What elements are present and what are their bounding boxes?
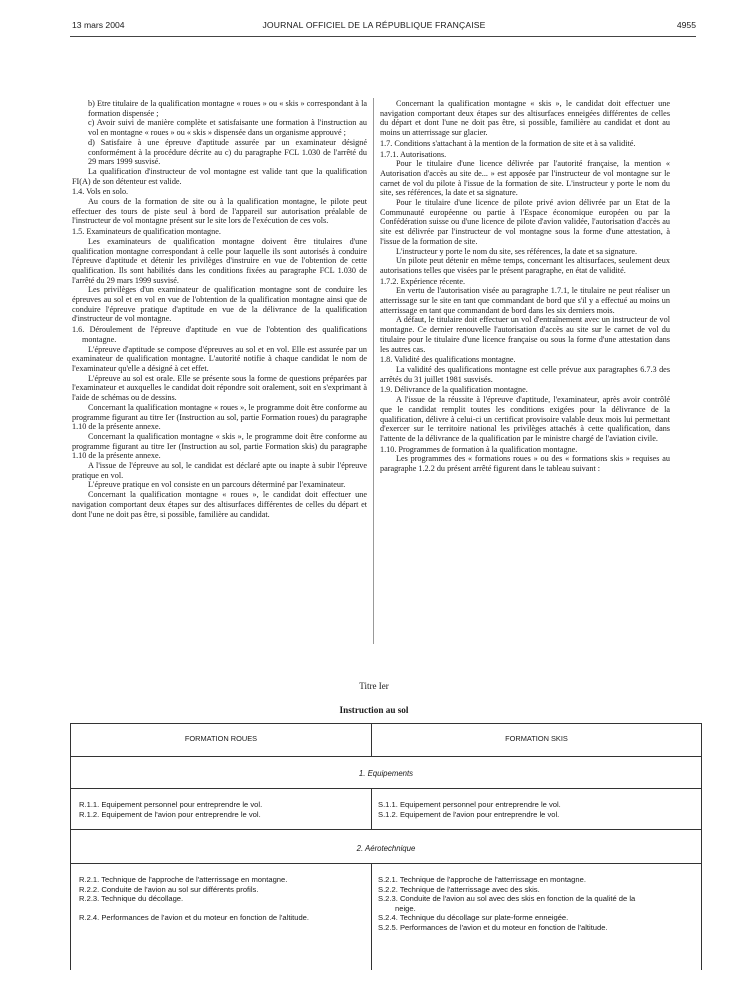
table-row: S.1.1. Equipement personnel pour entreprendre le vol.: [378, 800, 561, 809]
table-hline: [71, 863, 701, 864]
paragraph: Les examinateurs de qualification montagne doivent être titulaires d'une qualification montagne correspondant à celle pour laquelle ils sont autorisés à conduire l'épreuve d'aptitude et détenir les privilèges d'instruire en vue de l'obtention de cette qualification. Ils sont habilités dans les conditions fixées au paragraphe FCL 1.030 de l'arrêté du 29 mars 1999 susvisé.: [72, 236, 367, 285]
section-heading: 1.10. Programmes de formation à la qualification montagne.: [380, 444, 578, 454]
table-hline: [71, 788, 701, 789]
section-heading: 1.6. Déroulement de l'épreuve d'aptitude en vue de l'obtention des qualifications montagne.: [72, 325, 367, 344]
paragraph: La qualification d'instructeur de vol montagne est valide tant que la qualification FI(A) de son détenteur est valide.: [72, 166, 367, 186]
paragraph: A défaut, le titulaire doit effectuer un vol d'entraînement avec un instructeur de vol montagne. Ce dernier renouvelle l'autorisation d'accès au site sur le carnet de vol du titulaire pour le titulaire d'une licence française ou sous la forme d'une attestation dans les autres cas.: [380, 315, 670, 354]
table-vline: [371, 788, 372, 829]
section-heading: 1.7.1. Autorisations.: [380, 149, 447, 159]
table-cell-roues: [79, 875, 309, 923]
paragraph: Concernant la qualification montagne « roues », le candidat doit effectuer une navigation comportant deux étapes sur des altisurfaces différentes de celles du départ et dont l'une ne doit pas être, si possible, familière au candidat.: [72, 490, 367, 519]
table-row: R.1.1. Equipement personnel pour entreprendre le vol.: [79, 800, 263, 809]
paragraph: En vertu de l'autorisation visée au paragraphe 1.7.1, le titulaire ne peut réaliser un atterrissage sur le site en tant que commandant de bord que s'il y a effectué au moins un atterrissage en tant que commandant de bord dans les six derniers mois.: [380, 286, 670, 315]
column-divider: [373, 98, 374, 644]
table-row: R.2.4. Performances de l'avion et du moteur en fonction de l'altitude.: [79, 913, 310, 923]
table-hline: [71, 756, 701, 757]
paragraph: A l'issue de l'épreuve au sol, le candidat est déclaré apte ou inapte à subir l'épreuve pratique en vol.: [72, 461, 367, 480]
paragraph: b) Etre titulaire de la qualification montagne « roues » ou « skis » correspondant à la formation dispensée ;: [88, 99, 367, 118]
programme-table: [70, 723, 702, 970]
table-row: R.2.3. Technique du décollage.: [79, 894, 184, 904]
header-date: 13 mars 2004: [72, 20, 125, 30]
paragraph: L'épreuve au sol est orale. Elle se présente sous la forme de questions préparées par l'examinateur et auxquelles le candidat doit répondre soit oralement, soit en s'exprimant à l'aide de schémas ou de dessins.: [72, 373, 367, 403]
instruction-heading: Instruction au sol: [339, 705, 409, 715]
paragraph: Concernant la qualification montagne « skis », le programme doit être conforme au programme figurant au titre Ier (Instruction au sol, partie Formation skis) du paragraphe 1.10 de la présente annexe.: [72, 431, 367, 461]
table-row: S.2.2. Technique de l'atterrissage avec des skis.: [378, 884, 540, 894]
table-row: R.1.2. Equipement de l'avion pour entreprendre le vol.: [79, 809, 261, 819]
paragraph: Les programmes des « formations roues » ou des « formations skis » requises au paragraphe 1.2.2 du présent arrêté figurent dans le tableau suivant :: [380, 454, 670, 474]
paragraph: Au cours de la formation de site ou à la qualification montagne, le pilote peut effectuer des tours de piste seul à bord de l'appareil sur autorisation préalable de l'instructeur de vol montagne présent sur le site lors de l'exécution de ces vols.: [72, 197, 367, 226]
paragraph: L'épreuve pratique en vol consiste en un parcours déterminé par l'examinateur.: [88, 480, 346, 490]
paragraph: La validité des qualifications montagne est celle prévue aux paragraphes 6.7.3 des arrêtés du 31 juillet 1981 susvisés.: [380, 364, 670, 384]
table-header-skis: FORMATION SKIS: [505, 734, 568, 743]
header-rule: [70, 36, 696, 37]
header-journal-title: JOURNAL OFFICIEL DE LA RÉPUBLIQUE FRANÇAISE: [262, 20, 486, 30]
paragraph: c) Avoir suivi de manière complète et satisfaisante une formation à l'instruction au vol en montagne « roues » ou « skis » dispensée dans un organisme approuvé ;: [88, 118, 367, 138]
table-row: S.2.1. Technique de l'approche de l'atterrissage en montagne.: [378, 875, 586, 884]
paragraph: Pour le titulaire d'une licence de pilote privé avion délivrée par un Etat de la Communauté européenne ou partie à l'Espace économique européen ou par la Confédération suisse ou d'une licence de pilote d'avion validée, l'autorisation d'accès au site est délivrée par l'instructeur de vol montagne sous la forme d'une attestation, à l'issue de la formation de site.: [380, 198, 670, 246]
table-row: R.2.1. Technique de l'approche de l'atterrissage en montagne.: [79, 875, 288, 884]
paragraph: Concernant la qualification montagne « skis », le candidat doit effectuer une navigation comportant deux étapes sur des altisurfaces enneigées différentes de celles du départ et dont l'une ne doit pas être, si possible, familière au candidat et dont au moins un atterrissage sur glacier.: [380, 99, 670, 138]
left-text-column: [72, 99, 367, 519]
paragraph: L'instructeur y porte le nom du site, ses références, la date et sa signature.: [396, 246, 638, 256]
section-heading: 1.5. Examinateurs de qualification montagne.: [72, 227, 221, 237]
table-row: S.2.3. Conduite de l'avion au sol avec des skis en fonction de la qualité de la: [378, 894, 636, 904]
table-row: S.2.5. Performances de l'avion et du moteur en fonction de l'altitude.: [378, 922, 608, 932]
table-row: neige.: [395, 903, 416, 913]
section-heading: 1.9. Délivrance de la qualification montagne.: [380, 385, 528, 395]
paragraph: A l'issue de la réussite à l'épreuve d'aptitude, l'examinateur, après avoir contrôlé que le candidat remplit toutes les conditions exigées pour la délivrance de la qualification, délivre à celui-ci un certificat provisoire valable deux mois lui permettant d'exercer sur le territoire national les privilèges attachés à cette qualification, dans l'attente de la délivrance de la qualification par le ministre chargé de l'aviation civile.: [380, 395, 670, 443]
table-row: S.2.4. Technique du décollage sur plate-forme enneigée.: [378, 913, 569, 923]
table-row: R.2.2. Conduite de l'avion au sol sur différents profils.: [79, 884, 259, 894]
table-vline: [371, 724, 372, 756]
table-cell-roues: [79, 800, 262, 819]
header-page-number: 4955: [676, 20, 696, 30]
section-heading: 1.7. Conditions s'attachant à la mention de la formation de site et à sa validité.: [380, 138, 636, 148]
table-section-title: 2. Aérotechnique: [356, 844, 416, 853]
right-text-column: [380, 99, 670, 474]
title-heading: Titre Ier: [359, 681, 389, 691]
paragraph: Les privilèges d'un examinateur de qualification montagne sont de conduire les épreuves au sol et en vol en vue de l'obtention de la qualification montagne ainsi que de conduire l'épreuve pratique d'aptitude en vue de la délivrance de la qualification d'instructeur de vol montagne.: [72, 285, 367, 324]
table-row: S.1.2. Equipement de l'avion pour entreprendre le vol.: [378, 809, 560, 819]
paragraph: d) Satisfaire à une épreuve d'aptitude assurée par un examinateur désigné conformément à la procédure décrite au c) du paragraphe FCL 1.030 de l'arrêté du 29 mars 1999 susvisé.: [88, 137, 367, 167]
paragraph: L'épreuve d'aptitude se compose d'épreuves au sol et en vol. Elle est assurée par un examinateur de qualification montagne. L'autorité notifie à chaque candidat le nom de l'examinateur qu'elle a désigné à cet effet.: [72, 344, 367, 373]
table-cell-skis: [378, 800, 561, 819]
section-heading: 1.8. Validité des qualifications montagne.: [380, 355, 516, 365]
paragraph: Concernant la qualification montagne « roues », le programme doit être conforme au programme figurant au titre Ier (Instruction au sol, partie Formation roues) du paragraphe 1.10 de la présente annexe.: [72, 402, 367, 432]
table-cell-skis: [378, 875, 635, 933]
table-row: [79, 904, 309, 914]
table-section-title: 1. Equipements: [358, 769, 414, 778]
section-heading: 1.4. Vols en solo.: [72, 187, 129, 197]
section-heading: 1.7.2. Expérience récente.: [380, 276, 466, 286]
paragraph: Pour le titulaire d'une licence délivrée par l'autorité française, la mention « Autorisation d'accès au site de... » est apposée par l'instructeur de vol montagne sur le carnet de vol du pilote à l'issue de la formation de site. L'instructeur y porte le nom du site, ses références, la date et sa signature.: [380, 159, 670, 198]
table-vline: [371, 863, 372, 970]
table-hline: [71, 829, 701, 830]
table-header-roues: FORMATION ROUES: [184, 734, 258, 743]
paragraph: Un pilote peut détenir en même temps, concernant les altisurfaces, seulement deux autorisations telles que visées par le présent paragraphe, en état de validité.: [380, 256, 670, 275]
